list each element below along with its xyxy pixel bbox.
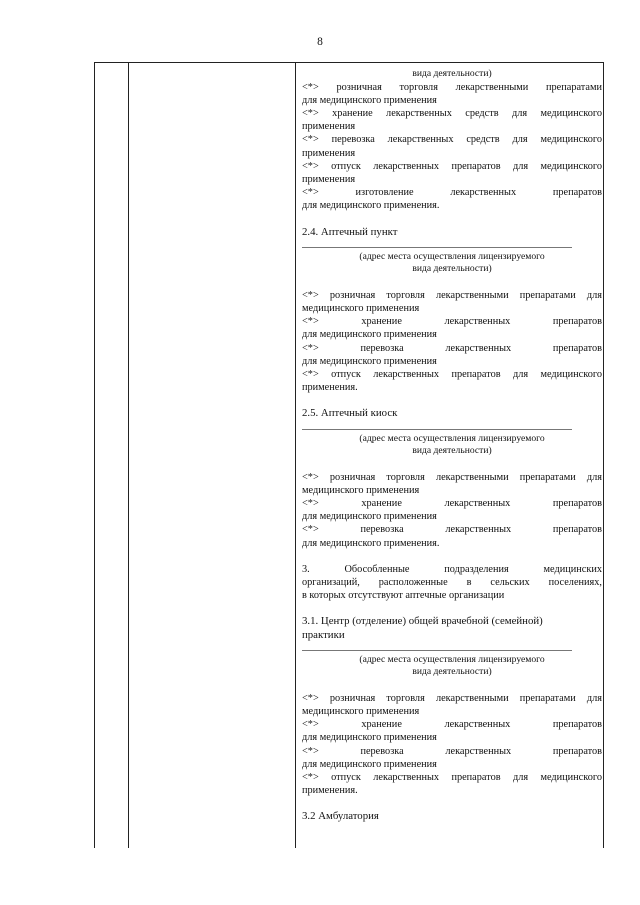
activity-item-cont: медицинского применения xyxy=(302,484,420,496)
address-caption: вида деятельности) xyxy=(412,445,492,457)
activity-item-cont: применения xyxy=(302,147,356,159)
activity-item-cont: для медицинского применения xyxy=(302,329,437,341)
activity-item: <*> отпуск лекарственных препаратов для медицинского xyxy=(302,368,602,380)
activity-item-cont: применения. xyxy=(302,382,358,394)
address-caption: (адрес места осуществления лицензируемого xyxy=(359,653,545,665)
activity-item: <*> хранение лекарственных препаратов xyxy=(302,497,602,509)
column-divider-1 xyxy=(128,63,129,848)
activity-item-cont: применения. xyxy=(302,785,358,797)
section-heading-3-1: 3.1. Центр (отделение) общей врачебной (семейной) xyxy=(302,615,543,628)
activity-cell xyxy=(302,68,602,824)
activity-item-cont: медицинского применения xyxy=(302,706,420,717)
activity-item: <*> розничная торговля лекарственными препаратами для xyxy=(302,692,602,704)
activity-item: <*> отпуск лекарственных препаратов для медицинского xyxy=(302,772,602,784)
activity-item: <*> перевозка лекарственных препаратов xyxy=(302,745,602,757)
address-caption: (адрес места осуществления лицензируемого xyxy=(359,432,545,444)
activity-item-cont: для медицинского применения xyxy=(302,732,437,744)
page-number: 8 xyxy=(317,36,323,48)
section-heading-3: 3. Обособленные подразделения медицинских xyxy=(302,563,602,575)
address-line xyxy=(302,247,572,248)
address-line xyxy=(302,650,572,651)
activity-item: <*> перевозка лекарственных препаратов xyxy=(302,342,602,354)
activity-item-cont: для медицинского применения xyxy=(302,355,437,367)
address-caption: (адрес места осуществления лицензируемого xyxy=(359,250,545,262)
section-heading-2-5: 2.5. Аптечный киоск xyxy=(302,407,398,420)
section-heading-3-2: 3.2 Амбулатория xyxy=(302,810,379,823)
activity-item: <*> розничная торговля лекарственными препаратами для xyxy=(302,289,602,301)
activity-item-cont: для медицинского применения. xyxy=(302,537,440,549)
activity-item-cont: применения xyxy=(302,173,356,185)
activity-item-cont: для медицинского применения. xyxy=(302,200,440,212)
license-table xyxy=(94,62,604,848)
activity-item-cont: применения xyxy=(302,121,356,133)
address-line xyxy=(302,429,572,430)
activity-item-cont: медицинского применения xyxy=(302,302,420,314)
section-heading-2-4: 2.4. Аптечный пункт xyxy=(302,225,398,238)
activity-item-cont: для медицинского применения xyxy=(302,94,437,106)
activity-item-cont: для медицинского применения xyxy=(302,758,437,770)
activity-item: <*> перевозка лекарственных средств для медицинского xyxy=(302,134,602,146)
activity-item: <*> изготовление лекарственных препаратов xyxy=(302,187,602,199)
activity-item: <*> хранение лекарственных средств для медицинского xyxy=(302,107,602,119)
address-caption: вида деятельности) xyxy=(412,666,492,678)
activity-item: <*> розничная торговля лекарственными препаратами для xyxy=(302,471,602,483)
section-heading-3-cont: в которых отсутствуют аптечные организации xyxy=(302,590,505,602)
section-heading-3-1-cont: практики xyxy=(302,628,345,641)
activity-item: <*> перевозка лекарственных препаратов xyxy=(302,524,602,536)
section-heading-3-cont: организаций, расположенные в сельских поселениях, xyxy=(302,576,602,588)
activity-item: <*> розничная торговля лекарственными препаратами xyxy=(302,81,602,93)
address-caption: вида деятельности) xyxy=(412,68,492,79)
activity-item: <*> отпуск лекарственных препаратов для медицинского xyxy=(302,160,602,172)
address-caption: вида деятельности) xyxy=(412,263,492,275)
activity-item: <*> хранение лекарственных препаратов xyxy=(302,316,602,328)
activity-item: <*> хранение лекарственных препаратов xyxy=(302,719,602,731)
column-divider-2 xyxy=(295,63,296,848)
activity-item-cont: для медицинского применения xyxy=(302,511,437,523)
